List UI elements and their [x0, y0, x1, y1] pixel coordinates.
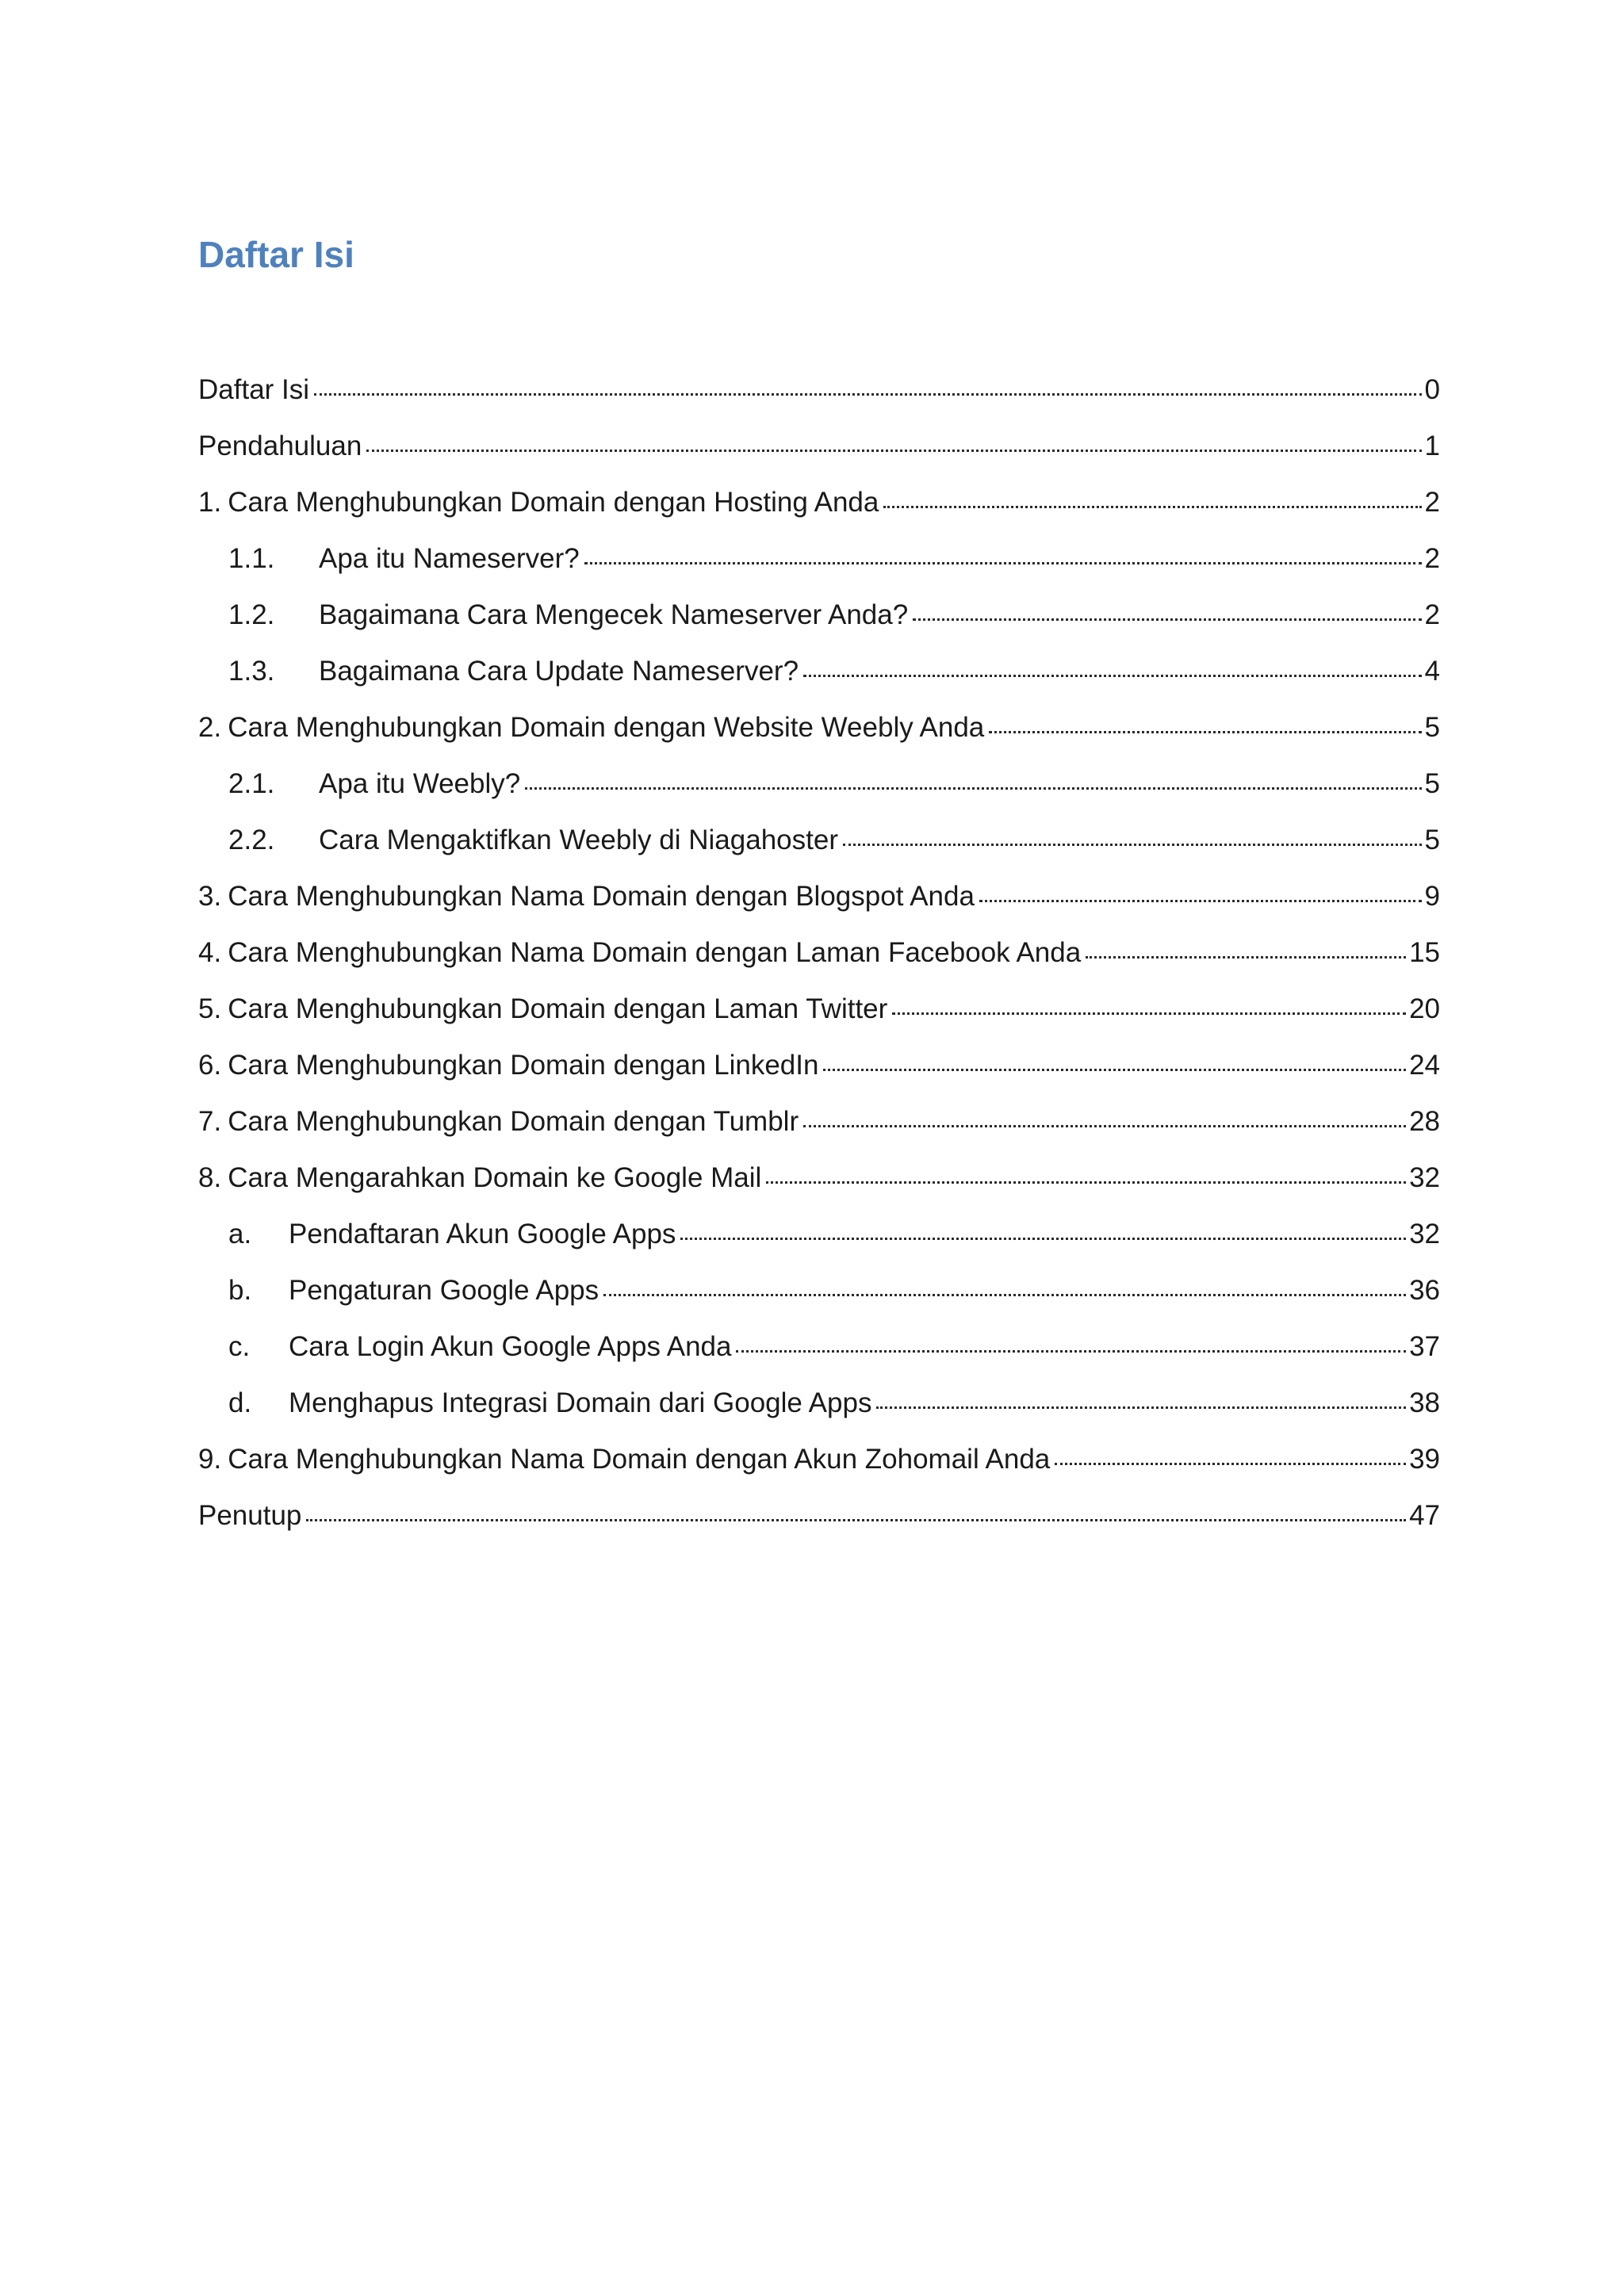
toc-entry-number: 9.	[198, 1444, 222, 1475]
toc-dot-leader	[736, 1350, 1406, 1353]
toc-entry-title: Cara Menghubungkan Nama Domain dengan Blogspot Anda	[228, 881, 975, 912]
toc-entry[interactable]	[198, 474, 1440, 530]
toc-entry-page-number: 24	[1409, 1050, 1440, 1081]
toc-entry[interactable]	[198, 362, 1440, 418]
toc-entry[interactable]	[198, 1150, 1440, 1206]
toc-dot-leader	[803, 1125, 1406, 1127]
toc-entry[interactable]	[198, 1431, 1440, 1487]
toc-dot-leader	[843, 844, 1422, 846]
toc-entry-page-number: 1	[1424, 430, 1440, 461]
toc-entry-number: 5.	[198, 993, 222, 1024]
toc-entry-page-number: 4	[1424, 656, 1440, 687]
toc-entry[interactable]	[198, 530, 1440, 587]
toc-entry[interactable]	[198, 643, 1440, 699]
toc-entry-number: d.	[228, 1387, 252, 1418]
toc-entry-title: Cara Mengarahkan Domain ke Google Mail	[228, 1162, 762, 1193]
toc-entry[interactable]	[198, 1037, 1440, 1093]
toc-entry-number: a.	[228, 1219, 252, 1249]
toc-dot-leader	[876, 1406, 1406, 1409]
toc-entry-title: Cara Menghubungkan Nama Domain dengan Akun Zohomail Anda	[228, 1444, 1051, 1475]
toc-entry[interactable]	[198, 924, 1440, 981]
toc-entry-title: Bagaimana Cara Update Nameserver?	[319, 656, 799, 687]
toc-entry-number: 7.	[198, 1106, 222, 1137]
toc-dot-leader	[680, 1238, 1406, 1240]
toc-entry-number: 8.	[198, 1162, 222, 1193]
toc-entry[interactable]	[198, 981, 1440, 1037]
toc-entry[interactable]	[198, 868, 1440, 924]
toc-entry-number: 2.2.	[228, 825, 275, 855]
toc-entry-title: Pendahuluan	[198, 430, 362, 461]
toc-dot-leader	[913, 618, 1421, 621]
toc-entry-page-number: 15	[1409, 937, 1440, 968]
toc-entry[interactable]	[198, 1487, 1440, 1544]
toc-entry-number: b.	[228, 1275, 252, 1306]
toc-entry-page-number: 39	[1409, 1444, 1440, 1475]
toc-entry-title: Cara Menghubungkan Domain dengan Website Weebly Anda	[228, 712, 985, 743]
toc-entry-number: 4.	[198, 937, 222, 968]
toc-entry-page-number: 28	[1409, 1106, 1440, 1137]
toc-dot-leader	[883, 506, 1421, 508]
toc-entry-number: 1.2.	[228, 599, 275, 630]
toc-entry-number: 1.3.	[228, 656, 275, 687]
toc-entry[interactable]	[198, 1093, 1440, 1150]
toc-dot-leader	[366, 450, 1421, 452]
toc-entry-title: Penutup	[198, 1500, 302, 1531]
toc-entry-title: Apa itu Nameserver?	[319, 543, 580, 574]
toc-entry-number: c.	[228, 1331, 251, 1362]
toc-entry-title: Bagaimana Cara Mengecek Nameserver Anda?	[319, 599, 909, 630]
toc-entry[interactable]	[198, 1318, 1440, 1375]
toc-entry-page-number: 5	[1424, 712, 1440, 743]
toc-dot-leader	[766, 1181, 1406, 1184]
toc-entry-title: Daftar Isi	[198, 374, 310, 405]
toc-entry-page-number: 2	[1424, 487, 1440, 518]
toc-entry-title: Cara Menghubungkan Nama Domain dengan Laman Facebook Anda	[228, 937, 1082, 968]
toc-entry-number: 2.	[198, 712, 222, 743]
toc-entry-page-number: 5	[1424, 768, 1440, 799]
toc-entry-number: 6.	[198, 1050, 222, 1081]
toc-dot-leader	[823, 1069, 1406, 1071]
toc-entry-title: Pengaturan Google Apps	[289, 1275, 599, 1306]
toc-dot-leader	[979, 900, 1422, 902]
toc-entry-page-number: 2	[1424, 543, 1440, 574]
toc-dot-leader	[603, 1294, 1406, 1296]
toc-dot-leader	[314, 393, 1421, 396]
toc-entry-title: Pendaftaran Akun Google Apps	[289, 1219, 676, 1249]
toc-entry[interactable]	[198, 587, 1440, 643]
toc-dot-leader	[584, 562, 1422, 564]
toc-entry-title: Cara Menghubungkan Domain dengan LinkedIn	[228, 1050, 819, 1081]
toc-entry-page-number: 0	[1424, 374, 1440, 405]
toc-entry-title: Cara Login Akun Google Apps Anda	[289, 1331, 732, 1362]
toc-entry-page-number: 37	[1409, 1331, 1440, 1362]
toc-entry-title: Apa itu Weebly?	[319, 768, 521, 799]
toc-dot-leader	[306, 1519, 1406, 1521]
toc-entry-page-number: 20	[1409, 993, 1440, 1024]
toc-dot-leader	[1055, 1463, 1406, 1465]
toc-entry-page-number: 32	[1409, 1162, 1440, 1193]
table-of-contents	[198, 362, 1440, 1544]
toc-dot-leader	[1086, 956, 1406, 959]
toc-dot-leader	[803, 675, 1421, 677]
toc-entry-page-number: 5	[1424, 825, 1440, 855]
toc-entry-number: 1.1.	[228, 543, 275, 574]
toc-entry-page-number: 2	[1424, 599, 1440, 630]
toc-entry-title: Cara Menghubungkan Domain dengan Hosting Anda	[228, 487, 879, 518]
toc-dot-leader	[892, 1012, 1406, 1015]
toc-entry-number: 3.	[198, 881, 222, 912]
toc-entry[interactable]	[198, 699, 1440, 756]
toc-dot-leader	[989, 731, 1421, 733]
toc-dot-leader	[525, 787, 1421, 790]
toc-entry[interactable]	[198, 1375, 1440, 1431]
toc-entry-title: Cara Menghubungkan Domain dengan Laman Twitter	[228, 993, 888, 1024]
toc-entry[interactable]	[198, 756, 1440, 812]
toc-entry[interactable]	[198, 1262, 1440, 1318]
toc-entry-title: Cara Menghubungkan Domain dengan Tumblr	[228, 1106, 799, 1137]
toc-entry-page-number: 9	[1424, 881, 1440, 912]
toc-entry[interactable]	[198, 418, 1440, 474]
toc-entry-page-number: 36	[1409, 1275, 1440, 1306]
toc-entry-title: Cara Mengaktifkan Weebly di Niagahoster	[319, 825, 838, 855]
toc-entry-number: 1.	[198, 487, 222, 518]
toc-entry-number: 2.1.	[228, 768, 275, 799]
toc-entry-page-number: 32	[1409, 1219, 1440, 1249]
toc-entry-title: Menghapus Integrasi Domain dari Google Apps	[289, 1387, 872, 1418]
page-title: Daftar Isi	[198, 234, 354, 275]
toc-entry[interactable]	[198, 1206, 1440, 1262]
toc-entry[interactable]	[198, 812, 1440, 868]
toc-entry-page-number: 38	[1409, 1387, 1440, 1418]
toc-entry-page-number: 47	[1409, 1500, 1440, 1531]
